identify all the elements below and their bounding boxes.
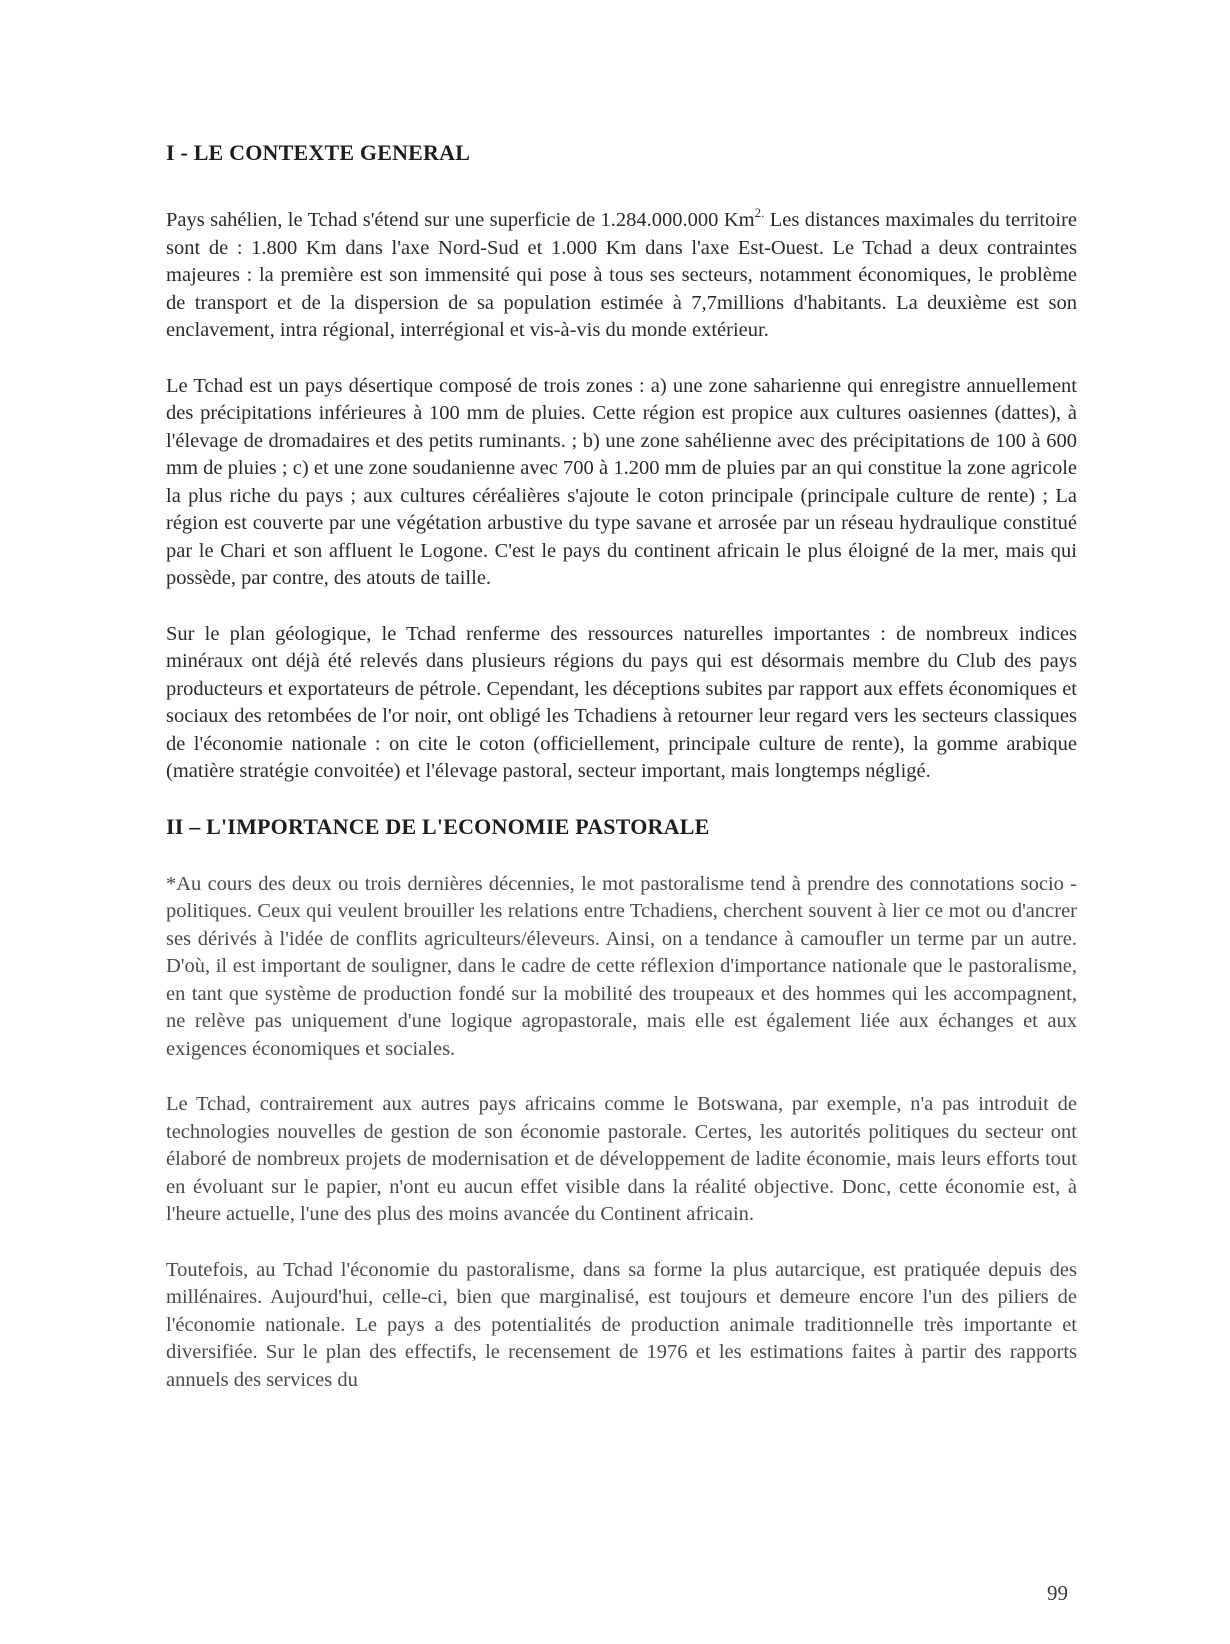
- paragraph-superficie: [166, 207, 1077, 345]
- paragraph-pastoralisme: *Au cours des deux ou trois dernières décennies, le mot pastoralisme tend à prendre des connotations socio - politiques. Ceux qui veulent brouiller les relations entre Tchadiens, cherchent souvent à lier ce mot ou d'ancrer ses dérivés à l'idée de conflits agriculteurs/éleveurs. Ainsi, on a tendance à camoufler un terme par un autre. D'où, il est important de souligner, dans le cadre de cette réflexion d'importance nationale que le pastoralisme, en tant que système de production fondé sur la mobilité des troupeaux et des hommes qui les accompagnent, ne relève pas uniquement d'une logique agropastorale, mais elle est également liée aux échanges et aux exigences économiques et sociales.: [166, 872, 1077, 1060]
- paragraph-superficie-text-a: Pays sahélien, le Tchad s'étend sur une superficie de 1.284.000.000 Km: [166, 209, 755, 231]
- paragraph-geologie: Sur le plan géologique, le Tchad renferme des ressources naturelles importantes : de nombreux indices minéraux ont déjà été relevés dans plusieurs régions du pays qui est désormais membre du Club des pays producteurs et exportateurs de pétrole. Cependant, les déceptions subites par rapport aux effets économiques et sociaux des retombées de l'or noir, ont obligé les Tchadiens à retourner leur regard vers les secteurs classiques de l'économie nationale : on cite le coton (officiellement, principale culture de rente), la gomme arabique (matière stratégie convoitée) et l'élevage pastoral, secteur important, mais longtemps négligé.: [166, 622, 1077, 782]
- paragraph-superficie-text-b: Les distances maximales du territoire sont de : 1.800 Km dans l'axe Nord-Sud et 1.000 Km dans l'axe Est-Ouest. Le Tchad a deux contraintes majeures : la première est son immensité qui pose à tous ses secteurs, notamment économiques, le problème de transport et de la dispersion de sa population estimée à 7,7millions d'habitants. La deuxième est son enclavement, intra régional, interrégional et vis-à-vis du monde extérieur.: [166, 209, 1077, 341]
- section-heading-contexte-general: I - LE CONTEXTE GENERAL: [166, 140, 471, 165]
- section-heading-economie-pastorale: II – L'IMPORTANCE DE L'ECONOMIE PASTORALE: [166, 813, 710, 839]
- superscript-exponent: 2.: [754, 205, 765, 221]
- page-content: [166, 140, 1077, 1422]
- page-number: 99: [1047, 1581, 1068, 1605]
- paragraph-zones-climatiques: Le Tchad est un pays désertique composé de trois zones : a) une zone saharienne qui enregistre annuellement des précipitations inférieures à 100 mm de pluies. Cette région est propice aux cultures oasiennes (dattes), à l'élevage de dromadaires et des petits ruminants. ; b) une zone sahélienne avec des précipitations de 100 à 600 mm de pluies ; c) et une zone soudanienne avec 700 à 1.200 mm de pluies par an qui constitue la zone agricole la plus riche du pays ; aux cultures céréalières s'ajoute le coton principale (principale culture de rente) ; La région est couverte par une végétation arbustive du type savane et arrosée par un réseau hydraulique constitué par le Chari et son affluent le Logone. C'est le pays du continent africain le plus éloigné de la mer, mais qui possède, par contre, des atouts de taille.: [166, 374, 1077, 589]
- paragraph-toutefois: Toutefois, au Tchad l'économie du pastoralisme, dans sa forme la plus autarcique, est pratiquée depuis des millénaires. Aujourd'hui, celle-ci, bien que marginalisé, est toujours et demeure encore l'un des piliers de l'économie nationale. Le pays a des potentialités de production animale traditionnelle très importante et diversifiée. Sur le plan des effectifs, le recensement de 1976 et les estimations faites à partir des rapports annuels des services du: [166, 1258, 1077, 1391]
- paragraph-botswana: Le Tchad, contrairement aux autres pays africains comme le Botswana, par exemple, n'a pas introduit de technologies nouvelles de gestion de son économie pastorale. Certes, les autorités politiques du secteur ont élaboré de nombreux projets de modernisation et de développement de ladite économie, mais leurs efforts tout en évoluant sur le papier, n'ont eu aucun effet visible dans la réalité objective. Donc, cette économie est, à l'heure actuelle, l'une des plus des moins avancée du Continent africain.: [166, 1093, 1077, 1225]
